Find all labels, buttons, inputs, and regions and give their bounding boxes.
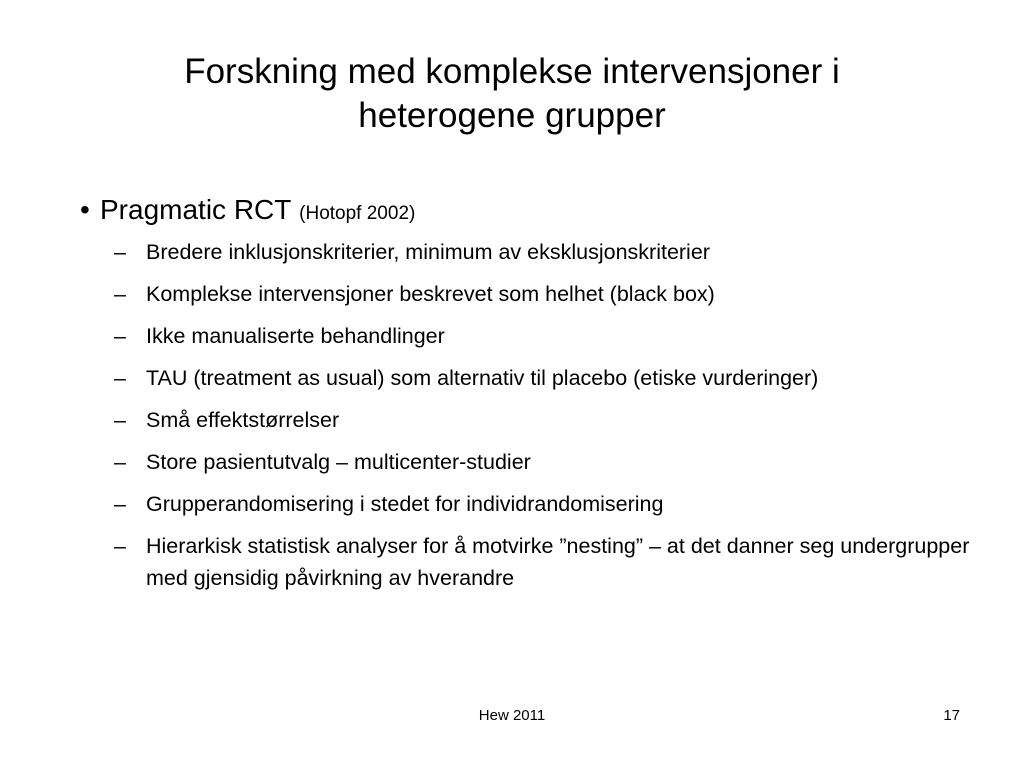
- bullet-symbol: •: [80, 194, 90, 225]
- dash-marker: –: [114, 534, 126, 558]
- slide-title-line-2: heterogene grupper: [358, 96, 666, 135]
- sub-bullet-item: [114, 446, 994, 478]
- sub-bullet-item: [114, 278, 994, 310]
- sub-bullet-text: Komplekse intervensjoner beskrevet som helhet (black box): [146, 282, 715, 306]
- bullet-text: Pragmatic RCT: [100, 194, 292, 225]
- dash-marker: –: [114, 492, 126, 516]
- dash-marker: –: [114, 450, 126, 474]
- sub-bullet-item: [114, 530, 994, 594]
- sub-bullet-text: Bredere inklusjonskriterier, minimum av eksklusjonskriterier: [146, 240, 710, 264]
- slide-title-line-1: Forskning med komplekse intervensjoner i: [184, 52, 840, 91]
- sub-bullet-item: [114, 404, 994, 436]
- sub-bullet-text: Grupperandomisering i stedet for individrandomisering: [146, 492, 664, 516]
- sub-bullet-text: TAU (treatment as usual) som alternativ til placebo (etiske vurderinger): [146, 366, 819, 390]
- dash-marker: –: [114, 408, 126, 432]
- sub-bullet-text: Ikke manualiserte behandlinger: [146, 324, 445, 348]
- sub-bullet-item: [114, 362, 994, 394]
- footer-source: Hew 2011: [478, 707, 546, 724]
- sub-bullet-item: [114, 236, 994, 268]
- sub-bullet-item: [114, 488, 994, 520]
- dash-marker: –: [114, 282, 126, 306]
- dash-marker: –: [114, 324, 126, 348]
- bullet-citation: (Hotopf 2002): [299, 203, 416, 224]
- sub-bullet-text: Små effektstørrelser: [146, 408, 340, 432]
- sub-bullet-item: [114, 320, 994, 352]
- page-number: 17: [943, 707, 960, 724]
- sub-bullet-text: Hierarkisk statistisk analyser for å motvirke ”nesting” – at det danner seg undergrupper med gjensidig påvirkning av hverandre: [146, 534, 970, 590]
- sub-bullet-text: Store pasientutvalg – multicenter-studier: [146, 450, 531, 474]
- dash-marker: –: [114, 366, 126, 390]
- dash-marker: –: [114, 240, 126, 264]
- bullet-item: [80, 193, 415, 231]
- sub-bullet-list: [114, 236, 994, 604]
